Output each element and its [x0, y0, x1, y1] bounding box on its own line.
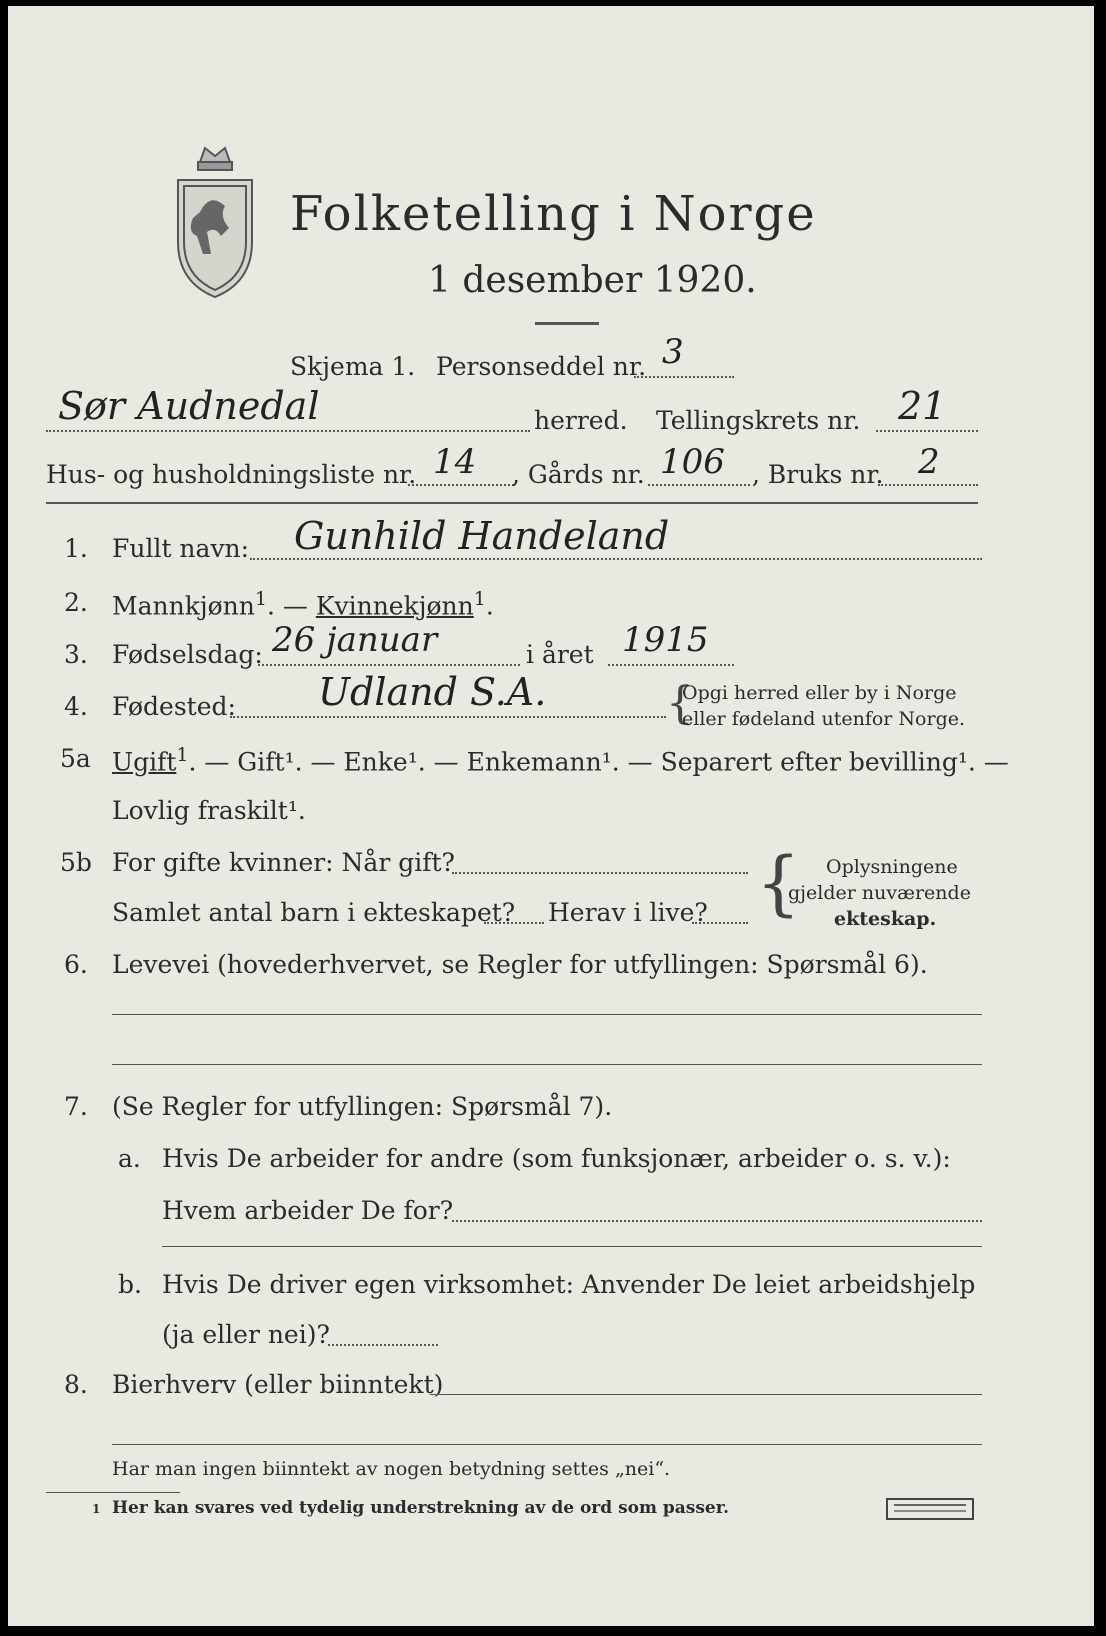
- q5a-number: 5a: [60, 744, 91, 773]
- q2-options: Mannkjønn$^1$. — Kvinnekjønn$^1$.: [112, 588, 494, 621]
- option-lovlig-fraskilt[interactable]: Lovlig fraskilt¹.: [112, 796, 306, 825]
- q8-text: Bierhverv (eller biinntekt): [112, 1370, 444, 1399]
- hired-help-field[interactable]: [328, 1344, 438, 1346]
- footnote-divider: [46, 1492, 180, 1493]
- personseddel-value: 3: [662, 332, 684, 372]
- q6-number: 6.: [64, 950, 88, 979]
- q4-note-1: Opgi herred eller by i Norge: [682, 682, 957, 704]
- printer-stamp-icon: [886, 1498, 974, 1520]
- q5b-married-label: For gifte kvinner: Når gift?: [112, 848, 455, 877]
- full-name-field[interactable]: [250, 558, 982, 560]
- birthday-value: 26 januar: [272, 620, 438, 660]
- married-when-field[interactable]: [452, 872, 748, 874]
- q4-note-2: eller fødeland utenfor Norge.: [682, 708, 966, 730]
- side-income-field[interactable]: [430, 1394, 982, 1395]
- tellingskrets-field[interactable]: [876, 430, 978, 432]
- bruks-label: , Bruks nr.: [752, 460, 884, 489]
- q5a-other-options[interactable]: . — Gift¹. — Enke¹. — Enkemann¹. — Separert efter bevilling¹. —: [188, 747, 1009, 777]
- q3-label: Fødselsdag:: [112, 640, 263, 669]
- header-divider: [46, 502, 978, 504]
- q5b-children-label: Samlet antal barn i ekteskapet?: [112, 898, 516, 927]
- form-title: Folketelling i Norge: [290, 186, 817, 242]
- q4-number: 4.: [64, 692, 88, 721]
- q5b-note-2: gjelder nuværende: [788, 882, 971, 904]
- birthplace-value: Udland S.A.: [318, 670, 547, 714]
- tellingskrets-value: 21: [898, 384, 947, 428]
- q6-text: Levevei (hovederhvervet, se Regler for utfyllingen: Spørsmål 6).: [112, 950, 928, 979]
- title-divider: [535, 322, 599, 325]
- q7-number: 7.: [64, 1092, 88, 1121]
- coat-of-arms-icon: [170, 142, 260, 302]
- q7a-label: a.: [118, 1144, 141, 1173]
- employer-line-2[interactable]: [162, 1246, 982, 1247]
- q1-number: 1.: [64, 534, 88, 563]
- employer-field[interactable]: [452, 1220, 982, 1222]
- q7b-label: b.: [118, 1270, 142, 1299]
- full-name-value: Gunhild Handeland: [294, 514, 670, 558]
- q4-brace: {: [666, 678, 694, 729]
- q5b-note-1: Oplysningene: [826, 856, 958, 878]
- q7-text: (Se Regler for utfyllingen: Spørsmål 7).: [112, 1092, 613, 1121]
- birthplace-field[interactable]: [230, 716, 666, 718]
- birth-year-value: 1915: [622, 620, 709, 660]
- occupation-line-2[interactable]: [112, 1064, 982, 1065]
- q3-number: 3.: [64, 640, 88, 669]
- tellingskrets-label: Tellingskrets nr.: [656, 406, 861, 435]
- q8-number: 8.: [64, 1370, 88, 1399]
- bruks-value: 2: [918, 442, 940, 482]
- children-alive-field[interactable]: [692, 922, 748, 924]
- q1-label: Fullt navn:: [112, 534, 250, 563]
- gards-field[interactable]: [648, 484, 750, 486]
- option-mannkjonn[interactable]: Mannkjønn: [112, 591, 255, 621]
- q7a-question: Hvem arbeider De for?: [162, 1196, 454, 1225]
- herred-label: herred.: [534, 406, 628, 435]
- side-income-line-2[interactable]: [112, 1444, 982, 1445]
- occupation-line-1[interactable]: [112, 1014, 982, 1015]
- option-ugift[interactable]: Ugift: [112, 747, 177, 777]
- gards-value: 106: [660, 442, 725, 482]
- bruks-field[interactable]: [878, 484, 978, 486]
- personseddel-label: Personseddel nr.: [436, 352, 647, 381]
- q5b-note-3: ekteskap.: [834, 908, 937, 930]
- skjema-label: Skjema 1.: [290, 352, 416, 381]
- hus-label: Hus- og husholdningsliste nr.: [46, 460, 417, 489]
- q5b-brace: {: [756, 842, 801, 924]
- q5a-options: Ugift$^1$. — Gift¹. — Enke¹. — Enkemann¹. — Separert efter bevilling¹. —: [112, 744, 1009, 777]
- q5b-number: 5b: [60, 848, 92, 877]
- footnote-number: 1: [92, 1502, 101, 1516]
- personseddel-field[interactable]: [634, 376, 734, 378]
- herred-field[interactable]: [46, 430, 530, 432]
- q7b-text: Hvis De driver egen virksomhet: Anvender De leiet arbeidshjelp: [162, 1270, 976, 1299]
- birthday-field[interactable]: [258, 664, 520, 666]
- aret-label: i året: [526, 640, 594, 669]
- option-kvinnekjonn[interactable]: Kvinnekjønn: [315, 591, 474, 621]
- census-form-page: [8, 6, 1094, 1626]
- q5b-alive-label: Herav i live?: [548, 898, 708, 927]
- hus-field[interactable]: [408, 484, 514, 486]
- hus-value: 14: [433, 442, 477, 482]
- footer-note: Har man ingen biinntekt av nogen betydning settes „nei“.: [112, 1458, 671, 1480]
- children-count-field[interactable]: [484, 922, 544, 924]
- q7a-text: Hvis De arbeider for andre (som funksjonær, arbeider o. s. v.):: [162, 1144, 951, 1173]
- gards-label: , Gårds nr.: [512, 460, 645, 489]
- census-date: 1 desember 1920.: [428, 260, 757, 301]
- q4-label: Fødested:: [112, 692, 236, 721]
- q7b-question: (ja eller nei)?: [162, 1320, 330, 1349]
- herred-value: Sør Audnedal: [58, 384, 320, 428]
- footnote-text: Her kan svares ved tydelig understrekning av de ord som passer.: [112, 1498, 730, 1518]
- birth-year-field[interactable]: [608, 664, 734, 666]
- q2-number: 2.: [64, 588, 88, 617]
